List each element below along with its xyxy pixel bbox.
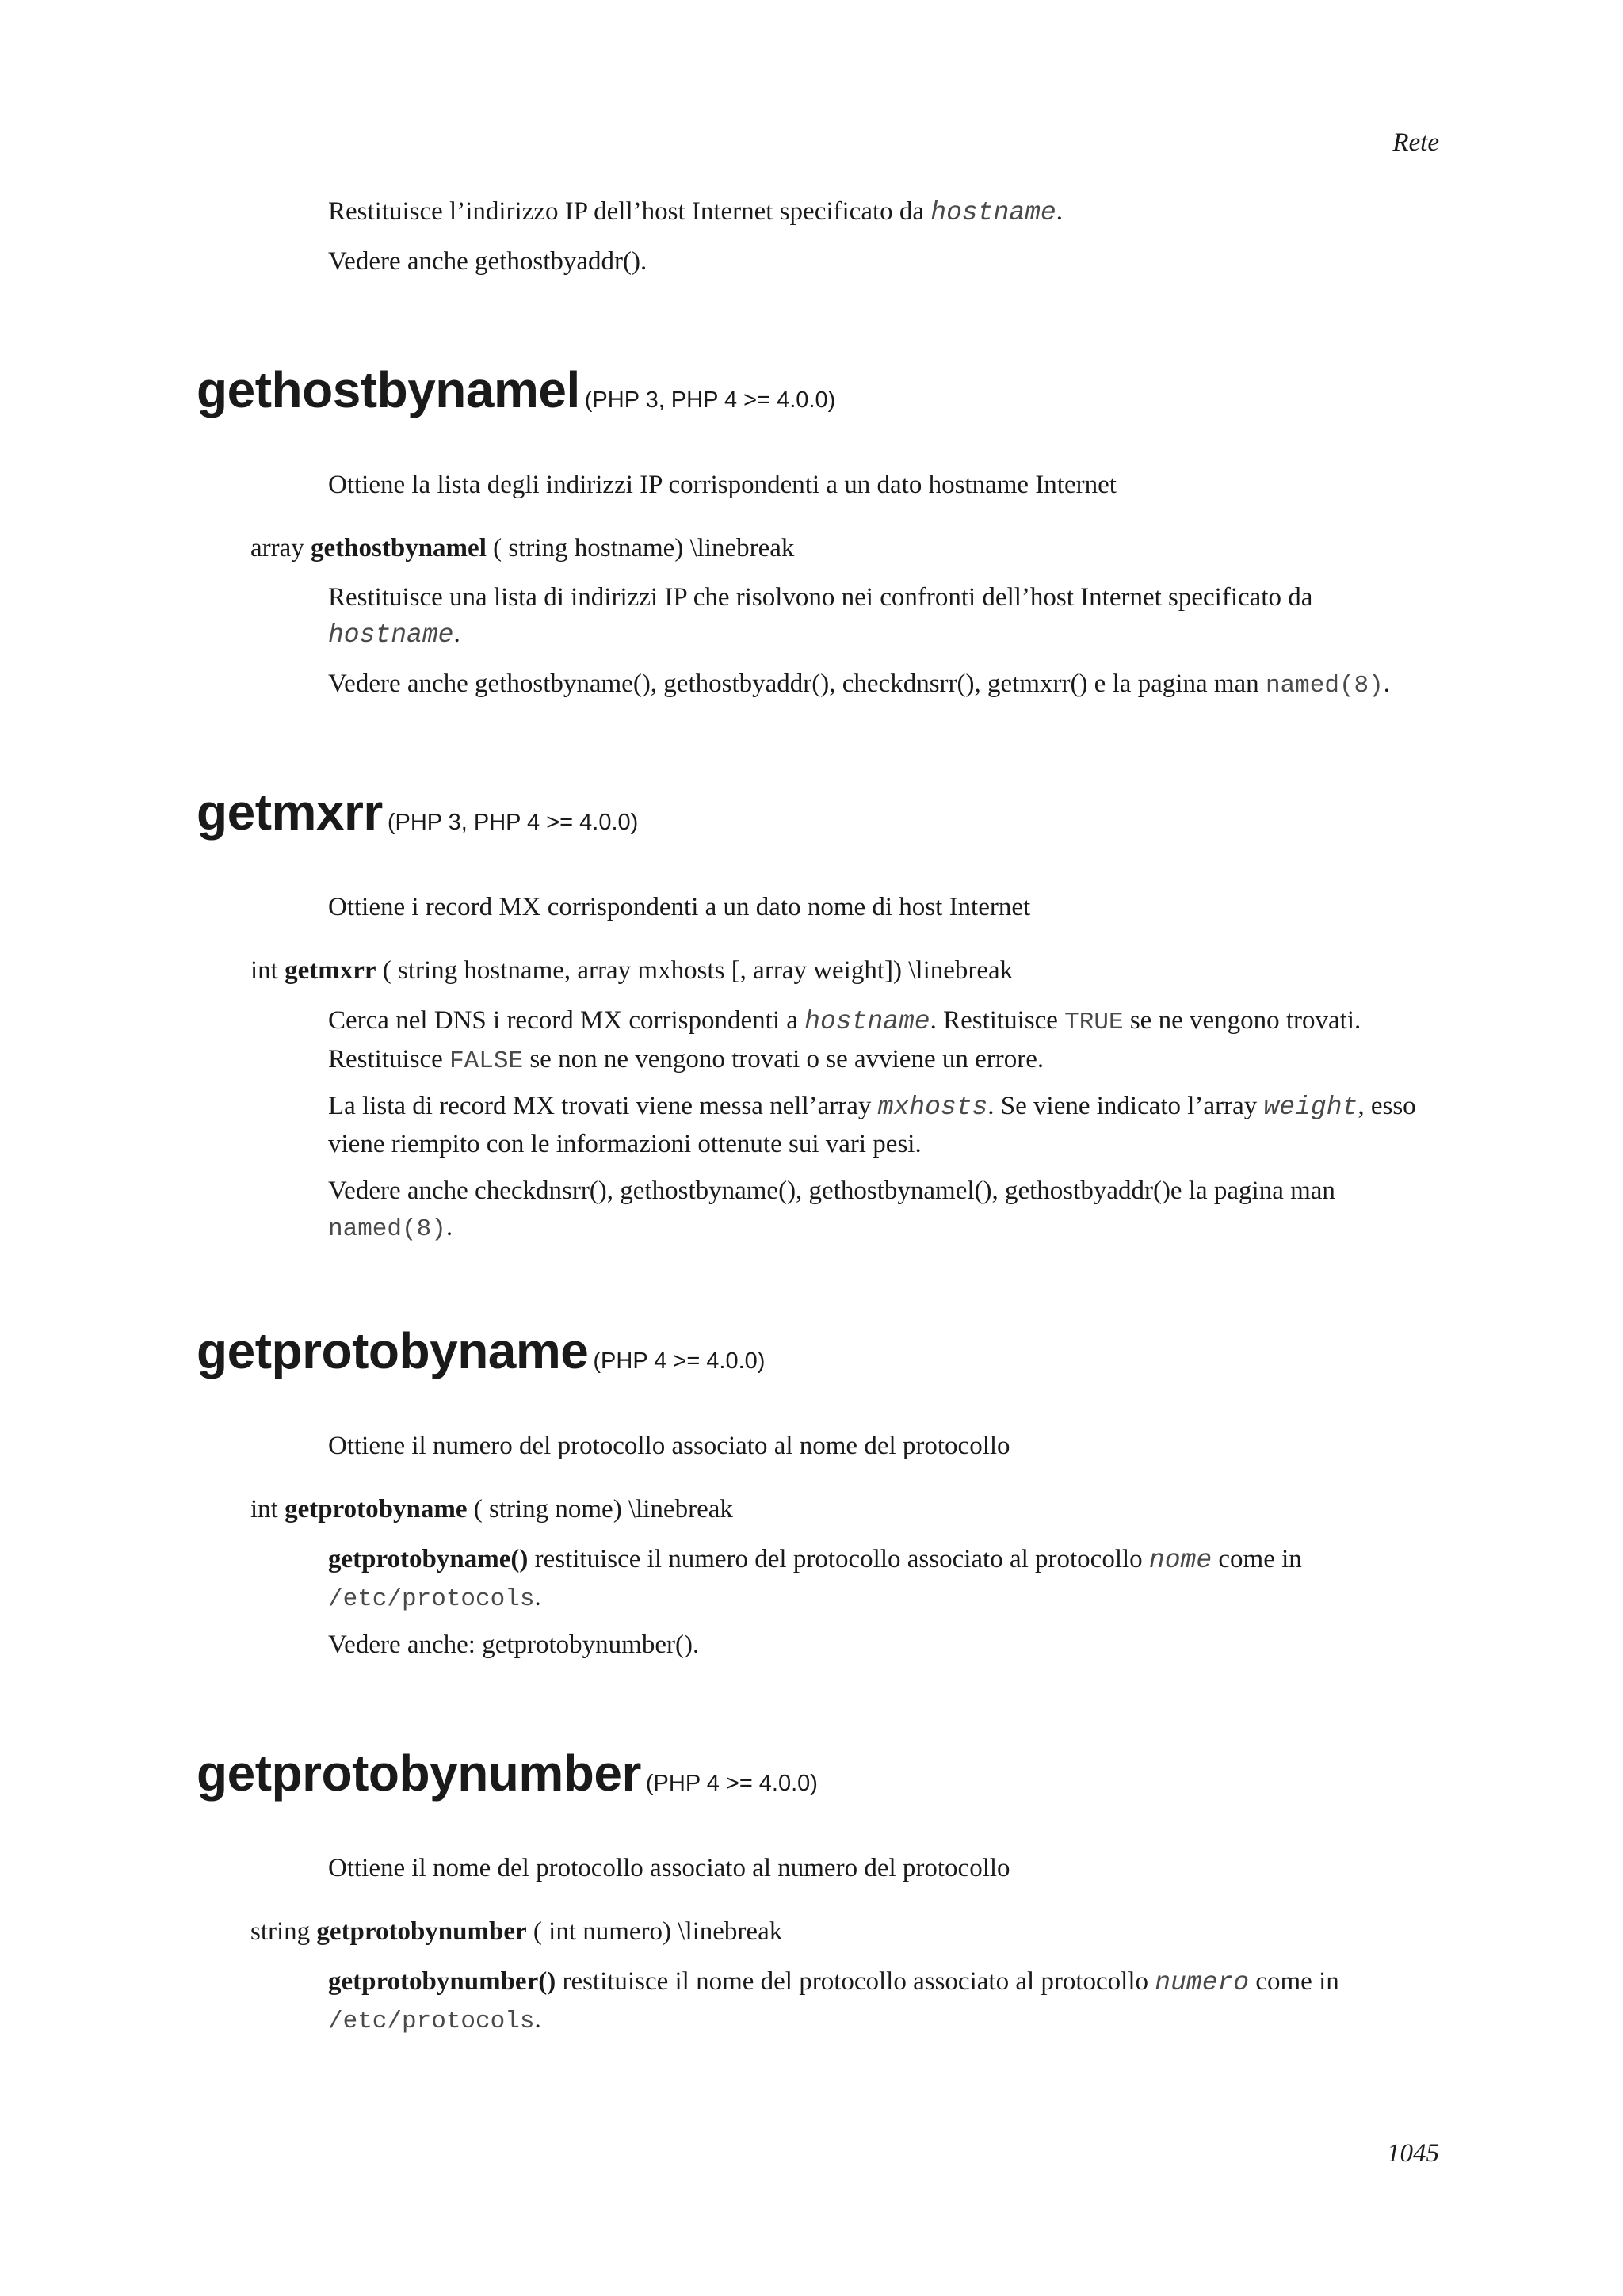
file-path: /etc/protocols	[328, 2008, 535, 2035]
function-name: gethostbynamel	[197, 361, 580, 418]
synopsis-function-name: gethostbynamel	[311, 534, 487, 563]
description-paragraph	[328, 1963, 1441, 2040]
function-synopsis	[250, 1913, 1441, 1950]
function-purpose: Ottiene il numero del protocollo associato al nome del protocollo	[328, 1432, 1010, 1460]
function-reference: getprotobyname()	[328, 1545, 529, 1573]
text: Vedere anche gethostbyname(), gethostbyaddr(), checkdnsrr(), getmxrr() e la pagina man	[328, 669, 1266, 698]
text: se non ne vengono trovati o se avviene un errore.	[523, 1045, 1044, 1074]
function-synopsis	[250, 530, 1441, 566]
text: .	[1383, 669, 1391, 698]
description-paragraph	[328, 1002, 1441, 1080]
text: .	[1056, 197, 1063, 226]
see-also-paragraph	[328, 666, 1441, 704]
synopsis-args: ( int numero) \linebreak	[526, 1917, 783, 1946]
function-name: getmxrr	[197, 784, 383, 841]
version-info: (PHP 4 >= 4.0.0)	[645, 1771, 818, 1796]
text: Restituisce l’indirizzo IP dell’host Internet specificato da	[328, 197, 931, 226]
function-purpose: Ottiene la lista degli indirizzi IP corrispondenti a un dato hostname Internet	[328, 471, 1117, 499]
file-path: /etc/protocols	[328, 1585, 535, 1613]
text: .	[453, 620, 460, 648]
see-also-paragraph: Vedere anche: getprotobynumber().	[328, 1630, 700, 1659]
return-type: int	[250, 1495, 285, 1524]
param-mxhosts: mxhosts	[877, 1093, 988, 1122]
param-hostname: hostname	[328, 620, 454, 650]
text: Restituisce una lista di indirizzi IP che risolvono nei confronti dell’host Internet specificato da	[328, 583, 1313, 612]
man-page-ref: named(8)	[328, 1215, 446, 1243]
text: Vedere anche checkdnsrr(), gethostbyname(), gethostbynamel(), gethostbyaddr()e la pagina man	[328, 1177, 1335, 1205]
text: Cerca nel DNS i record MX corrispondenti a	[328, 1006, 805, 1035]
constant-false: FALSE	[449, 1047, 524, 1075]
text: La lista di record MX trovati viene messa nell’array	[328, 1092, 878, 1120]
function-heading-getprotobynumber	[197, 1744, 818, 1802]
text: , esso viene riempito con le informazioni ottenute sui vari pesi.	[328, 1092, 1416, 1158]
function-synopsis	[250, 952, 1441, 989]
version-info: (PHP 4 >= 4.0.0)	[593, 1348, 766, 1374]
function-synopsis	[250, 1491, 1441, 1527]
see-also-paragraph: Vedere anche gethostbyaddr().	[328, 247, 647, 276]
param-hostname: hostname	[930, 198, 1056, 227]
man-page-ref: named(8)	[1265, 672, 1384, 700]
function-reference: getprotobynumber()	[328, 1967, 556, 1996]
text: se ne vengono trovati. Restituisce	[328, 1006, 1361, 1074]
text: .	[534, 2005, 541, 2034]
return-type: array	[250, 534, 311, 563]
text: come in	[1212, 1545, 1302, 1573]
text: come in	[1249, 1967, 1339, 1996]
synopsis-function-name: getprotobynumber	[316, 1917, 527, 1946]
synopsis-args: ( string nome) \linebreak	[467, 1495, 733, 1524]
text: . Restituisce	[930, 1006, 1065, 1035]
text: .	[534, 1583, 541, 1611]
function-name: getprotobynumber	[197, 1745, 641, 1802]
synopsis-args: ( string hostname) \linebreak	[486, 534, 795, 563]
function-heading-getmxrr	[197, 783, 638, 841]
function-purpose: Ottiene il nome del protocollo associato al numero del protocollo	[328, 1854, 1010, 1882]
text: restituisce il numero del protocollo associato al protocollo	[528, 1545, 1149, 1573]
param-numero: numero	[1155, 1968, 1250, 1997]
text: . Se viene indicato l’array	[987, 1092, 1264, 1120]
function-heading-getprotobyname	[197, 1322, 765, 1380]
see-also-paragraph	[328, 1173, 1441, 1248]
running-head: Rete	[1392, 128, 1439, 157]
version-info: (PHP 3, PHP 4 >= 4.0.0)	[584, 387, 836, 413]
function-purpose: Ottiene i record MX corrispondenti a un dato nome di host Internet	[328, 893, 1031, 921]
constant-true: TRUE	[1064, 1009, 1124, 1036]
synopsis-function-name: getmxrr	[285, 956, 376, 985]
param-hostname: hostname	[804, 1007, 930, 1036]
function-name: getprotobyname	[197, 1322, 589, 1379]
return-type: string	[250, 1917, 317, 1946]
description-paragraph	[328, 1088, 1441, 1162]
param-nome: nome	[1148, 1546, 1212, 1575]
param-weight: weight	[1263, 1093, 1358, 1122]
return-type: int	[250, 956, 285, 985]
description-paragraph	[328, 579, 1441, 654]
version-info: (PHP 3, PHP 4 >= 4.0.0)	[387, 810, 639, 835]
synopsis-args: ( string hostname, array mxhosts [, array weight]) \linebreak	[376, 956, 1014, 985]
text: .	[445, 1213, 453, 1241]
function-heading-gethostbynamel	[197, 360, 835, 419]
description-paragraph	[328, 1541, 1441, 1618]
text: restituisce il nome del protocollo associato al protocollo	[556, 1967, 1155, 1996]
page-number: 1045	[1387, 2139, 1439, 2168]
synopsis-function-name: getprotobyname	[285, 1495, 468, 1524]
intro-paragraph	[328, 193, 1441, 231]
